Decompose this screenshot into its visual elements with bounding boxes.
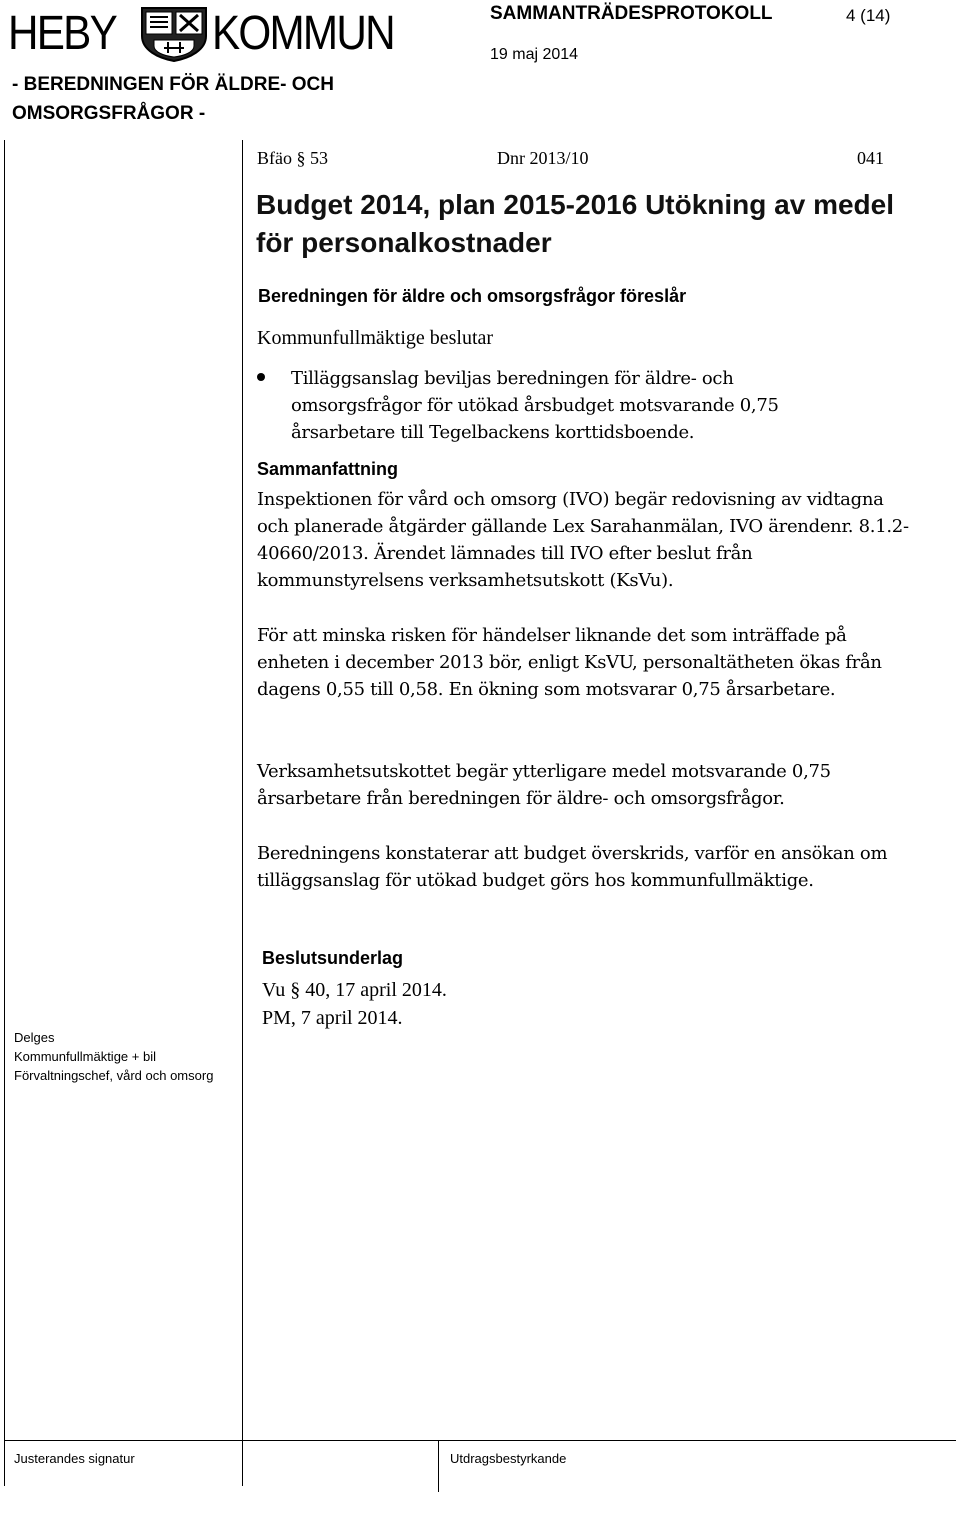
archive-code: 041 — [857, 148, 884, 168]
distribution-item: Förvaltningschef, vård och omsorg — [14, 1068, 214, 1083]
case-title-line1: Budget 2014, plan 2015-2016 Utökning av medel — [256, 189, 895, 220]
summary-heading: Sammanfattning — [257, 459, 399, 479]
summary-paragraph-4: Beredningens konstaterar att budget överskrids, varför en ansökan om tilläggsanslag för utökad budget görs hos kommunfullmäktige. — [257, 843, 888, 891]
committee-name-line2: OMSORGSFRÅGOR - — [12, 103, 206, 124]
proposal-bullet-line2: omsorgsfrågor för utökad årsbudget motsvarande 0,75 — [291, 395, 779, 416]
proposal-bullet-line1: Tilläggsanslag beviljas beredningen för äldre- och — [291, 368, 734, 389]
coat-of-arms-icon — [140, 6, 208, 62]
logo-kommun-text: KOMMUN — [212, 7, 394, 60]
proposal-bullet-line3: årsarbetare till Tegelbackens korttidsboende. — [291, 422, 695, 443]
distribution-item: Kommunfullmäktige + bil — [14, 1049, 156, 1064]
municipality-logo — [8, 4, 428, 60]
footer-rule — [4, 1440, 956, 1441]
committee-name-line1: - BEREDNINGEN FÖR ÄLDRE- OCH — [12, 74, 334, 95]
summary-paragraph-3: Verksamhetsutskottet begär ytterligare medel motsvarande 0,75 årsarbetare från beredningen för äldre- och omsorgsfrågor. — [257, 761, 831, 809]
meeting-date: 19 maj 2014 — [490, 46, 579, 63]
summary-paragraph-1: Inspektionen för vård och omsorg (IVO) begär redovisning av vidtagna och planerade åtgärder gällande Lex Sarahanmälan, IVO ärendenr. 8.1.2-40660/2013. Ärendet lämnades till IVO efter beslut från kommunstyrelsens verksamhetsutskott (KsVu). — [257, 489, 909, 591]
footer-divider-rule — [438, 1440, 439, 1492]
section-reference: Bfäo § 53 — [257, 148, 328, 168]
proposal-bullet — [291, 365, 779, 446]
left-margin-rule — [4, 140, 5, 1486]
diary-number: Dnr 2013/10 — [497, 148, 589, 168]
committee-name — [12, 70, 334, 128]
proposal-heading: Beredningen för äldre och omsorgsfrågor föreslår — [258, 286, 687, 306]
case-title-line2: för personalkostnader — [256, 227, 552, 258]
footer-signature-label: Justerandes signatur — [14, 1451, 135, 1466]
case-title — [256, 186, 894, 262]
distribution-list — [14, 1028, 213, 1085]
column-divider-rule — [242, 140, 243, 1486]
basis-heading: Beslutsunderlag — [262, 948, 404, 968]
logo-heby-text: HEBY — [8, 7, 116, 60]
protocol-title: SAMMANTRÄDESPROTOKOLL — [490, 3, 773, 24]
distribution-heading: Delges — [14, 1030, 55, 1045]
basis-list — [262, 976, 447, 1032]
bullet-icon — [257, 373, 265, 381]
summary-paragraph-2: För att minska risken för händelser liknande det som inträffade på enheten i december 2013 bör, enligt KsVU, personaltätheten ökas från dagens 0,55 till 0,58. En ökning som motsvarar 0,75 årsarbetare. — [257, 625, 882, 700]
basis-item: PM, 7 april 2014. — [262, 1007, 403, 1029]
basis-item: Vu § 40, 17 april 2014. — [262, 979, 447, 1001]
decision-body: Kommunfullmäktige beslutar — [257, 327, 494, 349]
page-number: 4 (14) — [846, 6, 891, 25]
footer-certification-label: Utdragsbestyrkande — [450, 1451, 567, 1466]
